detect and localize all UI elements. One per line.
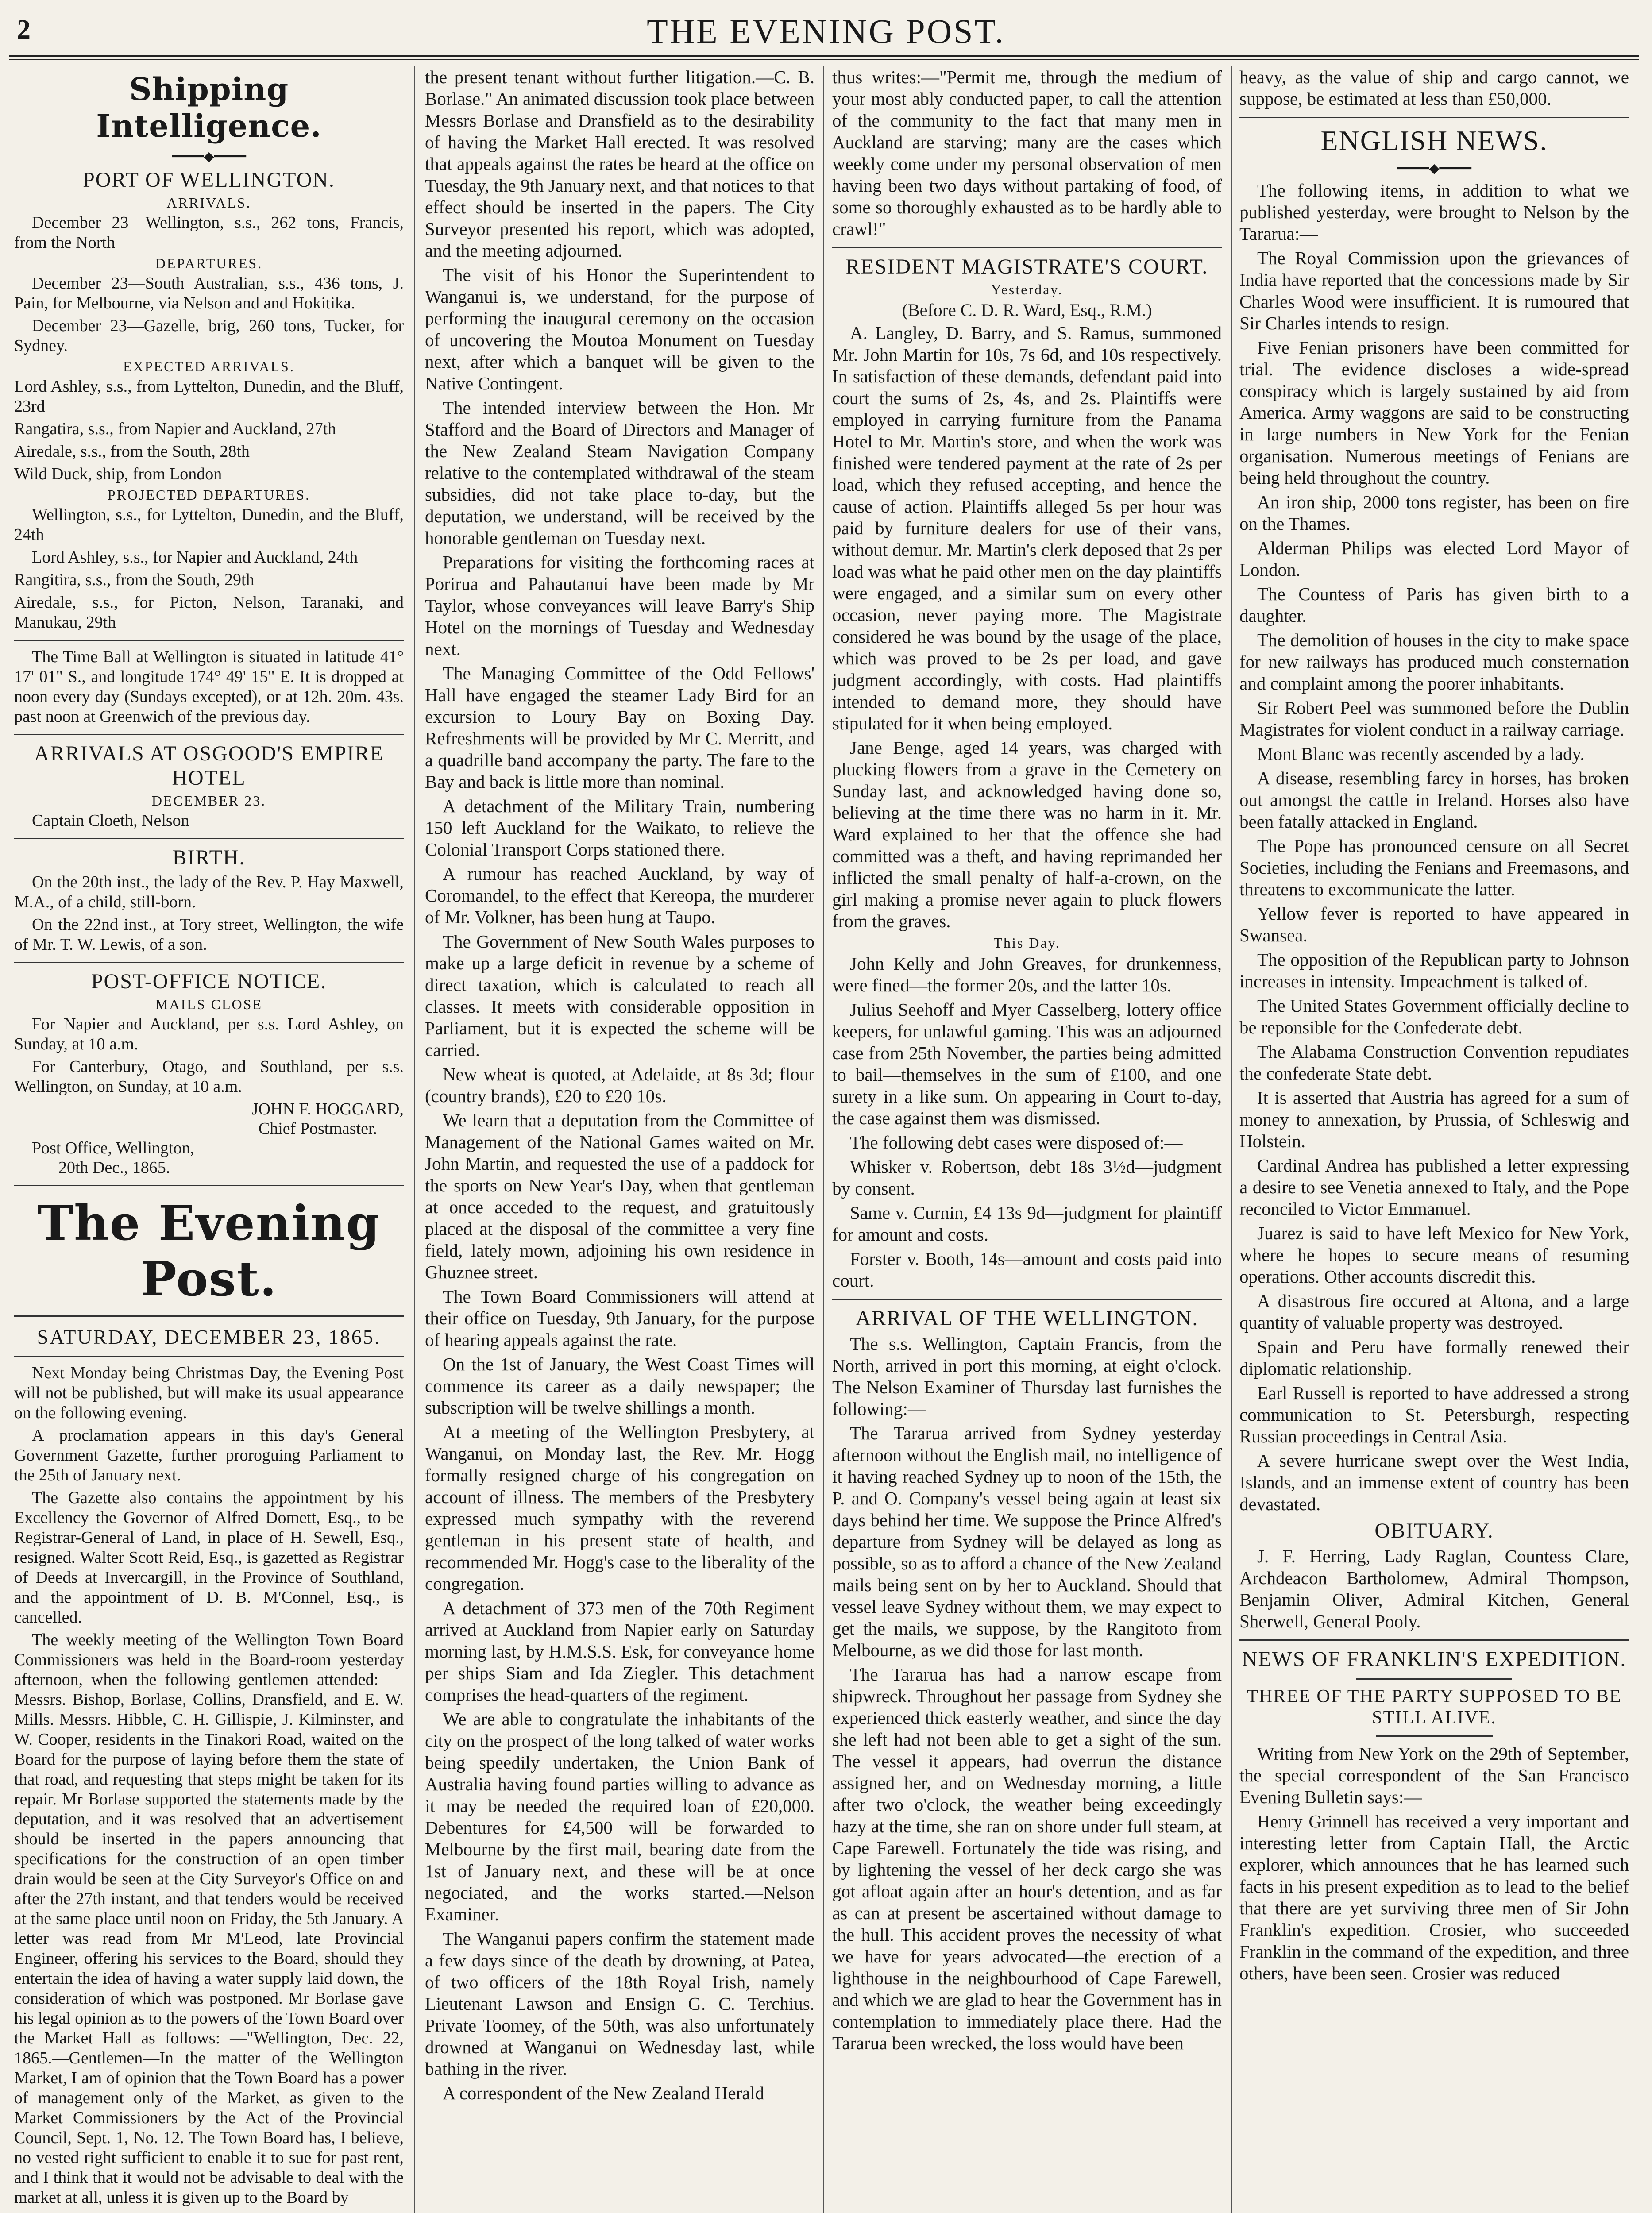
court-report: A. Langley, D. Barry, and S. Ramus, summoned Mr. John Martin for 10s, 7s 6d, and 10s respectively. In satisfaction of these demands, defendant paid into court the sums of 2s, 4s, and 2s. Plaintiffs were employed in carrying furniture from the Panama Hotel to Mr. Martin's store, and when the work was finished were tendered payment at the rate of 2s per load, which they refused accepting, and hence the cause of action. Plaintiffs alleged 5s per hour was paid by furniture dealers for use of their vans, without demur. Mr. Martin's clerk deposed that 2s per load was what he paid other men on the day plaintiffs were engaged, and a similar sum on every other occasion, never paying more. The Magistrate considered he was bound by the usage of the place, which was proved to be 2s per load, and gave judgment accordingly, with costs. Had plaintiffs intended to demand more, they should have stipulated for it when being employed. xyxy=(832,323,1222,733)
article-paragraph: The Government of New South Wales purposes to make up a large deficit in revenue by a scheme of direct taxation, which is calculated to reach all classes. It meets with considerable opposition in Parliament, but it is expected the scheme will be carried. xyxy=(425,931,814,1060)
departure-entry: December 23—South Australian, s.s., 436 tons, J. Pain, for Melbourne, via Nelson and and Hokitika. xyxy=(14,274,404,312)
court-report: Forster v. Booth, 14s—amount and costs paid into court. xyxy=(832,1249,1222,1291)
article-paragraph: The Town Board Commissioners will attend at their office on Tuesday, 9th January, for the purpose of hearing appeals against the rate. xyxy=(425,1286,814,1350)
divider xyxy=(1376,1735,1493,1737)
projected-entry: Rangitira, s.s., from the South, 29th xyxy=(14,571,255,589)
expected-heading: EXPECTED ARRIVALS. xyxy=(123,359,295,374)
court-magistrate: (Before C. D. R. Ward, Esq., R.M.) xyxy=(902,300,1152,320)
divider xyxy=(14,1315,404,1317)
news-item: A severe hurricane swept over the West India, Islands, and an immense extent of country has been devastated. xyxy=(1239,1450,1629,1514)
birth-notice: On the 20th inst., the lady of the Rev. P. Hay Maxwell, M.A., of a child, still-born. xyxy=(14,873,404,911)
news-item: Earl Russell is reported to have addressed a strong communication to St. Petersburgh, respecting Russian proceedings in Central Asia. xyxy=(1239,1383,1629,1446)
expected-entry: Rangatira, s.s., from Napier and Auckland, 27th xyxy=(14,420,336,438)
divider xyxy=(1356,1678,1512,1680)
paper-nameplate: The Evening Post. xyxy=(37,1195,381,1307)
postmaster-title: Chief Postmaster. xyxy=(258,1119,377,1138)
post-office-address: Post Office, Wellington, xyxy=(32,1139,195,1157)
franklin-heading: NEWS OF FRANKLIN'S EXPEDITION. xyxy=(1242,1647,1627,1671)
expected-entry: Lord Ashley, s.s., from Lyttelton, Dunedin, and the Bluff, 23rd xyxy=(14,377,404,416)
article-paragraph: thus writes:—"Permit me, through the medium of your most ably conducted paper, to call the attention of the community to the fact that many men in Auckland are starving; many are the cases which weekly come under my personal observation of men having been two days without partaking of food, of some so thoroughly exhausted as to be hardly able to crawl!" xyxy=(832,67,1222,239)
hotel-heading: ARRIVALS AT OSGOOD'S EMPIRE HOTEL xyxy=(34,742,384,790)
column-rule xyxy=(823,66,824,2213)
article-paragraph: A proclamation appears in this day's General Government Gazette, further proroguing Parliament to the 25th of January next. xyxy=(14,1426,404,1484)
hotel-date: DECEMBER 23. xyxy=(151,793,266,809)
mail-entry: For Canterbury, Otago, and Southland, per s.s. Wellington, on Sunday, at 10 a.m. xyxy=(14,1057,404,1096)
court-report: Julius Seehoff and Myer Casselberg, lottery office keepers, for unlawful gaming. This was an adjourned case from 25th November, the parties being admitted to bail—themselves in the sum of £100, and one surety in a like sum. On appearing in Court to-day, the case against them was dismissed. xyxy=(832,999,1222,1128)
projected-entry: Lord Ashley, s.s., for Napier and Auckland, 24th xyxy=(32,548,358,567)
article-paragraph: Next Monday being Christmas Day, the Evening Post will not be published, but will make its usual appearance on the following evening. xyxy=(14,1364,404,1422)
divider xyxy=(14,838,404,839)
article-paragraph: At a meeting of the Wellington Presbytery, at Wanganui, on Monday last, the Rev. Mr. Hogg formally resigned charge of his congregation on account of illness. The members of the Presbytery expressed much sympathy with the reverend gentleman in his present state of health, and recommended Mr. Hogg's case to the liberality of the congregation. xyxy=(425,1422,814,1594)
article-paragraph: The Tararua has had a narrow escape from shipwreck. Throughout her passage from Sydney she experienced thick easterly weather, and since the day she left had not been able to get a sight of the sun. The vessel it appears, had overrun the distance assigned her, and on Wednesday morning, a little after two o'clock, the weather being exceedingly hazy at the time, she ran on shore under full steam, at Cape Farewell. Fortunately the tide was rising, and by lightening the vessel of her deck cargo she was got afloat again after an hour's detention, and as far as can at present be ascertained without damage to the hull. This accident proves the necessity of what we have for years advocated—the erection of a lighthouse in the neighbourhood of Cape Farewell, and which we are glad to hear the Government has in contemplation to immediately place there. Had the Tararua been wrecked, the loss would have been xyxy=(832,1664,1222,2053)
ornament-rule: ━━━━◆━━━━ xyxy=(172,149,246,164)
divider xyxy=(1239,1639,1629,1641)
news-item: Spain and Peru have formally renewed their diplomatic relationship. xyxy=(1239,1337,1629,1379)
court-report: The following debt cases were disposed of:— xyxy=(850,1132,1183,1153)
court-report: Same v. Curnin, £4 13s 9d—judgment for plaintiff for amount and costs. xyxy=(832,1203,1222,1245)
article-paragraph: A rumour has reached Auckland, by way of Coromandel, to the effect that Kereopa, the murderer of Mr. Volkner, has been hung at Taupo. xyxy=(425,864,814,927)
postmaster-name: JOHN F. HOGGARD, xyxy=(251,1100,404,1118)
obituary-list: J. F. Herring, Lady Raglan, Countess Clare, Archdeacon Bartholomew, Admiral Thompson, Benjamin Oliver, Admiral Kitchen, General Sherwell, General Pooly. xyxy=(1239,1546,1629,1631)
projected-entry: Wellington, s.s., for Lyttelton, Dunedin, and the Bluff, 24th xyxy=(14,505,404,544)
top-rule-thin xyxy=(9,59,1639,60)
news-item: Mont Blanc was recently ascended by a lady. xyxy=(1257,744,1585,764)
obituary-heading: OBITUARY. xyxy=(1374,1519,1494,1542)
news-item: Yellow fever is reported to have appeared in Swansea. xyxy=(1239,903,1629,945)
news-item: The Alabama Construction Convention repudiates the confederate State debt. xyxy=(1239,1041,1629,1083)
running-title: THE EVENING POST. xyxy=(647,12,1005,50)
article-paragraph: The weekly meeting of the Wellington Town Board Commissioners was held in the Board-room yesterday afternoon, when the following gentlemen attended: — Messrs. Bishop, Borlase, Collins, Dransfield, and E. W. Mills. Messrs. Hibble, C. H. Gillispie, J. Kilminster, and W. Cooper, residents in the Tinakori Road, waited on the Board for the purpose of laying before them the state of that road, and requesting that steps might be taken for its repair. Mr Borlase supported the statements made by the deputation, and it was resolved that an advertisement should be inserted in the papers announcing that specifications for the construction of an open timber drain would be seen at the City Surveyor's Office on and after the 27th instant, and that tenders would be received at the same place until noon on Friday, the 5th January. A letter was read from Mr M'Leod, late Provincial Engineer, offering his services to the Board, should they entertain the idea of having a water supply laid down, the consideration of which was postponed. Mr Borlase gave his legal opinion as to the powers of the Town Board over the Market Hall as follows: —"Wellington, Dec. 22, 1865.—Gentlemen—In the matter of the Wellington Market, I am of opinion that the Town Board has a power of management only of the Market, as given to the Market Commissioners by the Act of the Provincial Council, Sept. 1, No. 12. The Town Board has, I believe, no vested right sufficient to enable it to sue for past rent, and I think that it would not be advisable to deal with the market at all, unless it is given up to the Board by xyxy=(14,1631,404,2207)
top-rule xyxy=(9,55,1639,57)
port-heading: PORT OF WELLINGTON. xyxy=(83,168,335,192)
news-item: Five Fenian prisoners have been committed for trial. The evidence discloses a wide-spread conspiracy which is largely sustained by aid from America. Army waggons are said to be constructing in large numbers in New York for the Fenian organisation. Numerous meetings of Fenians are being held throughout the country. xyxy=(1239,337,1629,488)
divider xyxy=(832,247,1222,248)
news-item: The Royal Commission upon the grievances of India have reported that the concessions made by Sir Charles Wood were insufficient. It is rumoured that Sir Charles intends to resign. xyxy=(1239,248,1629,333)
news-item: It is asserted that Austria has agreed for a sum of money to annexation, by Prussia, of Schleswig and Holstein. xyxy=(1239,1087,1629,1151)
article-paragraph: The s.s. Wellington, Captain Francis, from the North, arrived in port this morning, at eight o'clock. The Nelson Examiner of Thursday last furnishes the following:— xyxy=(832,1334,1222,1419)
hotel-entry: Captain Cloeth, Nelson xyxy=(32,811,189,830)
article-paragraph: The Tararua arrived from Sydney yesterday afternoon without the English mail, no intelligence of it having reached Sydney up to noon of the 15th, the P. and O. Company's vessel being again at least six days behind her time. We suppose the Prince Alfred's departure from Sydney will be delayed as long as possible, so as to afford a chance of the New Zealand mails being sent on by her to Auckland. Should that vessel leave Sydney without them, we may expect to get the mails, we suppose, by the Rangitoto from Melbourne, as we did those for last month. xyxy=(832,1423,1222,1660)
divider xyxy=(14,962,404,963)
news-item: The Countess of Paris has given birth to a daughter. xyxy=(1239,584,1629,626)
court-report: Whisker v. Robertson, debt 18s 3½d—judgment by consent. xyxy=(832,1157,1222,1199)
news-item: The following items, in addition to what we published yesterday, were brought to Nelson by the Tararua:— xyxy=(1239,180,1629,244)
column-4 xyxy=(1239,66,1629,2213)
departures-heading: DEPARTURES. xyxy=(155,255,263,271)
article-paragraph: The visit of his Honor the Superintendent to Wanganui is, we understand, for the purpose of performing the inaugural ceremony on the occasion of uncovering the Moutoa Monument on Tuesday next, after which a banquet will be given to the Native Contingent. xyxy=(425,265,814,393)
arrival-entry: December 23—Wellington, s.s., 262 tons, Francis, from the North xyxy=(14,213,404,252)
article-paragraph: A correspondent of the New Zealand Herald xyxy=(443,2083,764,2103)
english-news-heading: ENGLISH NEWS. xyxy=(1320,125,1548,156)
divider xyxy=(1239,117,1629,118)
divider xyxy=(832,1299,1222,1300)
news-item: Juarez is said to have left Mexico for New York, where he hopes to secure means of resuming operations. Other accounts discredit this. xyxy=(1239,1223,1629,1287)
news-item: A disease, resembling farcy in horses, has broken out amongst the cattle in Ireland. Horses also have been fatally attacked in England. xyxy=(1239,768,1629,832)
franklin-subheading: THREE OF THE PARTY SUPPOSED TO BE STILL ALIVE. xyxy=(1247,1686,1622,1728)
divider xyxy=(14,1185,404,1187)
article-paragraph: The Managing Committee of the Odd Fellows' Hall have engaged the steamer Lady Bird for an excursion to Loury Bay on Boxing Day. Refreshments will be provided by Mr C. Merritt, and a quadrille band accompany the party. The fare to the Bay and back is little more than nominal. xyxy=(425,663,814,792)
issue-dateline: SATURDAY, DECEMBER 23, 1865. xyxy=(37,1326,381,1348)
court-report: John Kelly and John Greaves, for drunkenness, were fined—the former 20s, and the latter 10s. xyxy=(832,953,1222,995)
departure-entry: December 23—Gazelle, brig, 260 tons, Tucker, for Sydney. xyxy=(14,316,404,355)
news-item: A disastrous fire occured at Altona, and a large quantity of valuable property was destroyed. xyxy=(1239,1291,1629,1333)
article-paragraph: A detachment of the Military Train, numbering 150 left Auckland for the Waikato, to relieve the Colonial Transport Corps stationed there. xyxy=(425,796,814,860)
birth-heading: BIRTH. xyxy=(172,846,246,869)
expected-entry: Wild Duck, ship, from London xyxy=(14,465,222,483)
article-paragraph: On the 1st of January, the West Coast Times will commence its career as a daily newspaper; the subscription will be twelve shillings a month. xyxy=(425,1354,814,1418)
divider xyxy=(14,640,404,641)
column-1 xyxy=(14,66,404,2213)
time-ball-notice: The Time Ball at Wellington is situated in latitude 41° 17' 01" S., and longitude 174° 49' 15" E. It is dropped at noon every day (Sundays excepted), or at 12h. 20m. 43s. past noon at Greenwich of the previous day. xyxy=(14,648,404,726)
article-paragraph: Preparations for visiting the forthcoming races at Porirua and Pahautanui have been made by Mr Taylor, whose conveyances will leave Barry's Ship Hotel on the mornings of Tuesday and Wednesday next. xyxy=(425,552,814,659)
projected-heading: PROJECTED DEPARTURES. xyxy=(107,487,311,503)
court-subheading: This Day. xyxy=(993,935,1061,951)
article-paragraph: We learn that a deputation from the Committee of Management of the National Games waited on Mr. John Martin, and requested the use of a paddock for the sports on New Year's Day, when that gentleman at once acceded to the request, and gratuitously placed at the disposal of the committee a very fine field, lately mown, adjoining his own residence in Ghuznee street. xyxy=(425,1110,814,1282)
projected-entry: Airedale, s.s., for Picton, Nelson, Taranaki, and Manukau, 29th xyxy=(14,593,404,632)
divider xyxy=(14,734,404,735)
article-paragraph: The Gazette also contains the appointment by his Excellency the Governor of Alfred Domett, Esq., to be Registrar-General of Land, in place of H. Sewell, Esq., resigned. Walter Scott Reid, Esq., is gazetted as Registrar of Deeds at Invercargill, in the Province of Southland, and the appointment of D. B. M'Connel, Esq., is cancelled. xyxy=(14,1488,404,1627)
court-heading: RESIDENT MAGISTRATE'S COURT. xyxy=(845,255,1208,278)
news-item: An iron ship, 2000 tons register, has been on fire on the Thames. xyxy=(1239,492,1629,534)
news-item: Alderman Philips was elected Lord Mayor of London. xyxy=(1239,538,1629,580)
article-paragraph: The intended interview between the Hon. Mr Stafford and the Board of Directors and Manager of the New Zealand Steam Navigation Company relative to the contemplated withdrawal of the steam subsidies, did not take place to-day, but the deputation, we understand, will be received by the honorable gentleman on Tuesday next. xyxy=(425,397,814,548)
page-number: 2 xyxy=(17,15,31,45)
court-subheading: Yesterday. xyxy=(991,281,1063,297)
masthead xyxy=(0,0,1652,53)
shipping-heading: Shipping Intelligence. xyxy=(96,71,322,144)
news-item: The Pope has pronounced censure on all Secret Societies, including the Fenians and Freemasons, and threatens to excommunicate the latter. xyxy=(1239,836,1629,899)
expected-entry: Airedale, s.s., from the South, 28th xyxy=(14,442,250,461)
post-office-heading: POST-OFFICE NOTICE. xyxy=(91,970,327,993)
article-paragraph: New wheat is quoted, at Adelaide, at 8s 3d; flour (country brands), £20 to £20 10s. xyxy=(425,1064,814,1106)
ornament-rule: ━━━━◆━━━━ xyxy=(1397,161,1471,176)
column-rule xyxy=(414,66,415,2213)
column-2 xyxy=(425,66,814,2213)
article-paragraph: Writing from New York on the 29th of September, the special correspondent of the San Francisco Evening Bulletin says:— xyxy=(1239,1743,1629,1807)
news-item: The demolition of houses in the city to make space for new railways has produced much consternation and complaint among the poorer inhabitants. xyxy=(1239,630,1629,694)
mails-heading: MAILS CLOSE xyxy=(155,996,262,1012)
news-item: The opposition of the Republican party to Johnson increases in intensity. Impeachment is talked of. xyxy=(1239,949,1629,991)
column-3 xyxy=(832,66,1222,2213)
arrivals-heading: ARRIVALS. xyxy=(166,195,251,211)
birth-notice: On the 22nd inst., at Tory street, Wellington, the wife of Mr. T. W. Lewis, of a son. xyxy=(14,915,404,954)
news-item: Sir Robert Peel was summoned before the Dublin Magistrates for violent conduct in a railway carriage. xyxy=(1239,698,1629,740)
article-paragraph: the present tenant without further litigation.—C. B. Borlase." An animated discussion took place between Messrs Borlase and Dransfield as to the desirability of having the Market Hall erected. It was resolved that appeals against the rates be heard at the office on Tuesday, the 9th January next, and that notices to that effect should be inserted in the papers. The City Surveyor presented his report, which was adopted, and the meeting adjourned. xyxy=(425,67,814,261)
post-office-date: 20th Dec., 1865. xyxy=(58,1158,170,1177)
arrival-heading: ARRIVAL OF THE WELLINGTON. xyxy=(855,1307,1199,1330)
article-paragraph: A detachment of 373 men of the 70th Regiment arrived at Auckland from Napier early on Saturday morning last, by H.M.S.S. Esk, for conveyance home per ships Siam and Ida Ziegler. This detachment comprises the head-quarters of the regiment. xyxy=(425,1598,814,1705)
divider xyxy=(14,1356,404,1357)
article-paragraph: heavy, as the value of ship and cargo cannot, we suppose, be estimated at less than £50,000. xyxy=(1239,67,1629,109)
column-rule xyxy=(1231,66,1232,2213)
article-paragraph: Henry Grinnell has received a very important and interesting letter from Captain Hall, the Arctic explorer, which announces that he has learned such facts in his present expedition as to lead to the belief that there are yet surviving three men of Sir John Franklin's expedition. Crosier, who succeeded Franklin in the command of the expedition, and three others, have been seen. Crosier was reduced xyxy=(1239,1811,1629,1983)
court-report: Jane Benge, aged 14 years, was charged with plucking flowers from a grave in the Cemetery on Sunday last, and acknowledged having done so, believing at the time there was no harm in it. Mr. Ward explained to her that the offence she had committed was a theft, and having reprimanded her inflicted the small penalty of half-a-crown, on the girl making a promise never again to pluck flowers from the graves. xyxy=(832,737,1222,931)
mail-entry: For Napier and Auckland, per s.s. Lord Ashley, on Sunday, at 10 a.m. xyxy=(14,1015,404,1053)
news-item: Cardinal Andrea has published a letter expressing a desire to see Venetia annexed to Italy, and the Pope reconciled to Victor Emmanuel. xyxy=(1239,1155,1629,1219)
news-item: The United States Government officially decline to be reponsible for the Confederate debt. xyxy=(1239,995,1629,1037)
article-paragraph: We are able to congratulate the inhabitants of the city on the prospect of the long talked of water works being speedily undertaken, the Union Bank of Australia having found parties willing to advance as it may be needed the required loan of £20,000. Debentures for £4,500 will be forwarded to Melbourne by the first mail, bearing date from the 1st of January next, and these will be at once negociated, and the works started.—Nelson Examiner. xyxy=(425,1709,814,1924)
article-paragraph: The Wanganui papers confirm the statement made a few days since of the death by drowning, at Patea, of two officers of the 18th Royal Irish, namely Lieutenant Lawson and Ensign G. C. Terchius. Private Toomey, of the 50th, was also unfortunately drowned at Wanganui on Wednesday last, while bathing in the river. xyxy=(425,1928,814,2079)
